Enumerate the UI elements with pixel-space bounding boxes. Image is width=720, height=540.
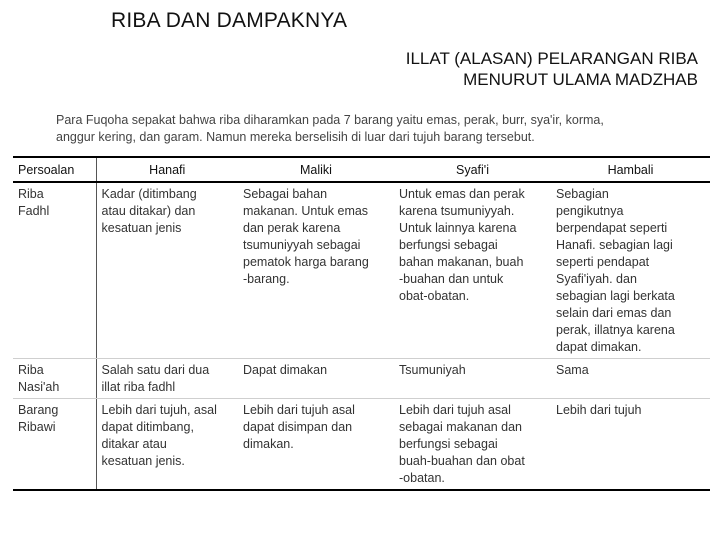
table-header-row <box>13 157 710 182</box>
cell-text-line: pematok harga barang <box>243 255 369 269</box>
cell-text-line: Hanafi. sebagian lagi <box>556 238 673 252</box>
subtitle-line: MENURUT ULAMA MADZHAB <box>463 70 698 89</box>
cell-text-line: atau ditakar) dan <box>101 204 196 218</box>
cell-hambali <box>551 359 710 399</box>
cell-hambali <box>551 182 710 359</box>
cell-text-line: Sebagian <box>556 187 609 201</box>
column-header-hanafi: Hanafi <box>96 157 238 182</box>
table-row <box>13 182 710 359</box>
column-header-hambali: Hambali <box>551 157 710 182</box>
cell-text-line: illat riba fadhl <box>101 380 176 394</box>
table-body <box>13 182 710 490</box>
cell-text-line: Sebagai bahan <box>243 187 328 201</box>
cell-text-line: Untuk emas dan perak <box>399 187 525 201</box>
cell-text-line: perak, illatnya karena <box>556 323 675 337</box>
cell-text-line: sebagai makanan dan <box>399 420 523 434</box>
cell-text-line: kesatuan jenis. <box>101 454 185 468</box>
cell-text-line: berfungsi sebagai <box>399 238 498 252</box>
illat-comparison-table <box>13 156 710 491</box>
cell-text-line: berpendapat seperti <box>556 221 668 235</box>
cell-text-line: bahan makanan, buah <box>399 255 524 269</box>
cell-text-line: selain dari emas dan <box>556 306 672 320</box>
cell-persoalan <box>13 399 96 491</box>
cell-text-line: dapat ditimbang, <box>101 420 194 434</box>
cell-text-line: Riba <box>18 363 44 377</box>
cell-text-line: Lebih dari tujuh, asal <box>101 403 217 417</box>
cell-text-line: -barang. <box>243 272 290 286</box>
cell-hanafi <box>96 182 238 359</box>
cell-text-line: sebagian lagi berkata <box>556 289 675 303</box>
cell-persoalan <box>13 182 96 359</box>
cell-text-line: Untuk lainnya karena <box>399 221 517 235</box>
cell-maliki <box>238 359 394 399</box>
cell-text-line: Nasi'ah <box>18 380 60 394</box>
cell-persoalan <box>13 359 96 399</box>
cell-text-line: Kadar (ditimbang <box>101 187 197 201</box>
cell-text-line: Barang <box>18 403 59 417</box>
cell-syafii <box>394 182 551 359</box>
column-header-maliki: Maliki <box>238 157 394 182</box>
cell-text-line: berfungsi sebagai <box>399 437 498 451</box>
cell-text-line: tsumuniyyah sebagai <box>243 238 361 252</box>
cell-text-line: Lebih dari tujuh asal <box>243 403 355 417</box>
cell-text-line: ditakar atau <box>101 437 167 451</box>
intro-paragraph <box>56 112 696 146</box>
cell-text-line: Lebih dari tujuh <box>556 403 642 417</box>
cell-text-line: Sama <box>556 363 589 377</box>
cell-hanafi <box>96 359 238 399</box>
intro-line: Para Fuqoha sepakat bahwa riba diharamkan pada 7 barang yaitu emas, perak, burr, sya'ir, korma, <box>56 113 604 127</box>
cell-text-line: Riba <box>18 187 44 201</box>
cell-text-line: seperti pendapat <box>556 255 650 269</box>
cell-text-line: Dapat dimakan <box>243 363 328 377</box>
cell-text-line: -buahan dan untuk <box>399 272 504 286</box>
cell-text-line: Tsumuniyah <box>399 363 466 377</box>
page-subtitle <box>406 48 698 90</box>
cell-text-line: dapat dimakan. <box>556 340 642 354</box>
cell-text-line: Fadhl <box>18 204 50 218</box>
table-row <box>13 359 710 399</box>
cell-text-line: kesatuan jenis <box>101 221 182 235</box>
subtitle-line: ILLAT (ALASAN) PELARANGAN RIBA <box>405 49 698 68</box>
table-row <box>13 399 710 491</box>
cell-text-line: Syafi'iyah. dan <box>556 272 637 286</box>
cell-text-line: karena tsumuniyyah. <box>399 204 515 218</box>
cell-syafii <box>394 399 551 491</box>
cell-text-line: buah-buahan dan obat <box>399 454 525 468</box>
cell-syafii <box>394 359 551 399</box>
column-header-persoalan: Persoalan <box>13 157 96 182</box>
page-title: RIBA DAN DAMPAKNYA <box>111 9 348 32</box>
cell-text-line: dan perak karena <box>243 221 341 235</box>
cell-text-line: Ribawi <box>18 420 56 434</box>
cell-hanafi <box>96 399 238 491</box>
cell-maliki <box>238 399 394 491</box>
cell-text-line: -obatan. <box>399 471 445 485</box>
cell-text-line: pengikutnya <box>556 204 624 218</box>
intro-line: anggur kering, dan garam. Namun mereka berselisih di luar dari tujuh barang tersebut. <box>56 130 535 144</box>
cell-text-line: Lebih dari tujuh asal <box>399 403 511 417</box>
column-header-syafii: Syafi'i <box>394 157 551 182</box>
cell-text-line: dapat disimpan dan <box>243 420 353 434</box>
cell-hambali <box>551 399 710 491</box>
cell-text-line: Salah satu dari dua <box>101 363 210 377</box>
cell-text-line: dimakan. <box>243 437 294 451</box>
cell-text-line: makanan. Untuk emas <box>243 204 369 218</box>
cell-maliki <box>238 182 394 359</box>
cell-text-line: obat-obatan. <box>399 289 470 303</box>
